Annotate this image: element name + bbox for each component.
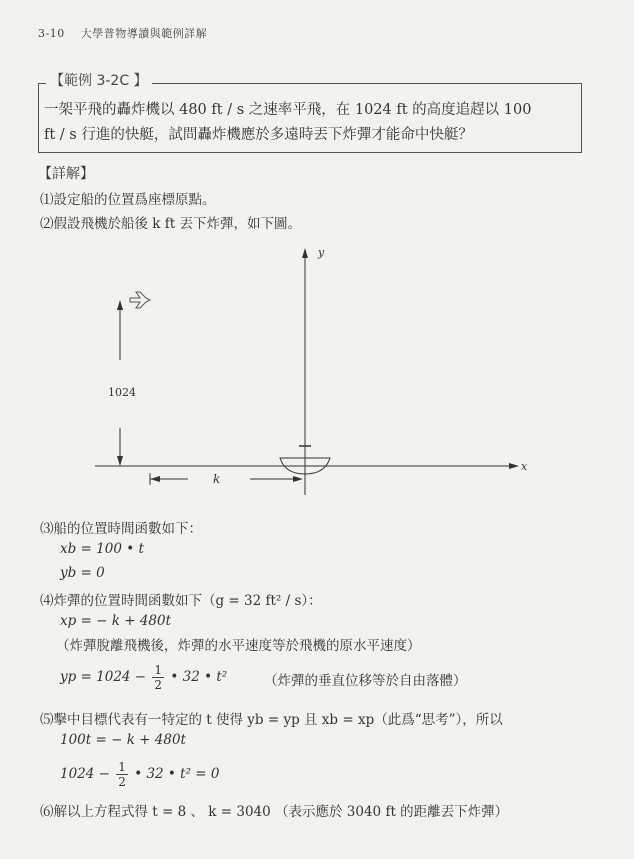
example-text-line2: ft / s 行進的快艇，試問轟炸機應於多遠時丟下炸彈才能命中快艇？ [44,127,473,143]
step-3: ⑶船的位置時間函數如下： [40,521,202,537]
step-1: ⑴設定船的位置爲座標原點。 [40,192,216,208]
eq-5b [60,760,220,789]
page-header [38,25,207,41]
example-text-line1: 一架平飛的轟炸機以 480 ft / s 之速率平飛，在 1024 ft 的高度追趕以 100 [44,102,532,118]
eq-yb: yb = 0 [60,565,105,581]
eq-5b-fraction [116,760,128,789]
airplane-icon [130,292,150,308]
book-title: 大學普物導讀與範例詳解 [80,27,208,40]
eq-xb: xb = 100 • t [60,541,144,557]
height-label: 1024 [108,386,136,399]
example-title: 【範例 3-2C 】 [46,70,152,90]
solution-heading: 【詳解】 [38,166,94,182]
eq-5b-left: 1024 − [60,766,110,782]
page-number: 3-10 [38,27,65,40]
step-4: ⑷炸彈的位置時間函數如下（g = 32 ft² / s）： [40,593,322,609]
note-xp: （炸彈脫離飛機後，炸彈的水平速度等於飛機的原水平速度） [56,638,421,654]
step-2: ⑵假設飛機於船後 k ft 丟下炸彈，如下圖。 [40,216,301,232]
eq-5b-frac-num: 1 [118,760,126,774]
eq-yp [60,663,227,692]
eq-5b-right: • 32 • t² = 0 [134,766,220,782]
eq-yp-frac-den: 2 [154,678,163,692]
eq-yp-frac-num: 1 [154,663,163,677]
x-axis-label: x [521,460,528,473]
eq-5b-frac-den: 2 [118,775,126,789]
x-axis-arrow [509,463,519,469]
trajectory-diagram [0,240,634,510]
step-5: ⑸擊中目標代表有一特定的 t 使得 yb = yp 且 xb = xp（此爲“思考”），所以 [40,712,503,728]
y-axis-label: y [318,246,325,259]
eq-yp-right: • 32 • t² [170,669,228,685]
eq-5a: 100t = − k + 480t [60,732,186,748]
step-6: ⑹解以上方程式得 t = 8 、 k = 3040 （表示應於 3040 ft 的距離丟下炸彈） [40,804,509,820]
k-label: k [213,472,221,486]
eq-yp-left: yp = 1024 − [60,669,147,685]
note-yp: （炸彈的垂直位移等於自由落體） [264,673,467,689]
eq-xp: xp = − k + 480t [60,613,172,629]
y-axis-arrow [302,248,308,258]
eq-yp-fraction [152,663,164,692]
